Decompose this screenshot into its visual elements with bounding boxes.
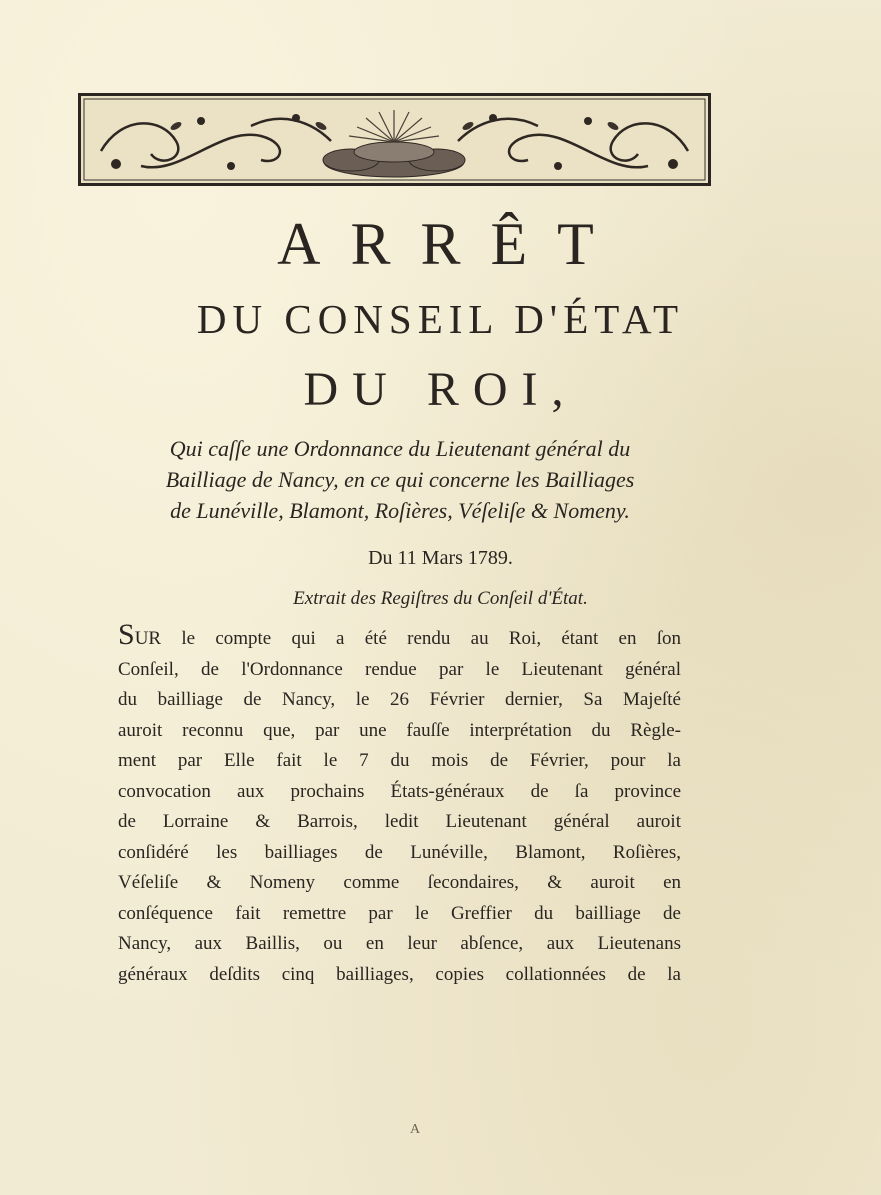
extract-heading: Extrait des Regiſtres du Conſeil d'État. [293, 588, 588, 609]
title-arret: ARRÊT [277, 211, 624, 277]
drop-cap: S [118, 618, 135, 651]
body-line: de Lorraine & Barrois, ledit Lieutenant général auroit [118, 811, 681, 832]
body-line: convocation aux prochains États-généraux de ſa province [118, 780, 681, 802]
headpiece-ornament-icon [78, 93, 711, 186]
first-line-text: UR le compte qui a été rendu au Roi, étant en ſon [134, 628, 681, 649]
body-text [118, 618, 681, 990]
ornament-svg [81, 96, 708, 183]
title-du-roi: DU ROI, [303, 363, 578, 416]
subtitle-line: de Lunéville, Blamont, Roſières, Véſeliſe & Nomeny. [170, 498, 630, 523]
body-line: Conſeil, de l'Ordonnance rendue par le Lieutenant général [118, 658, 681, 680]
subtitle-line: Bailliage de Nancy, en ce qui concerne les Bailliages [165, 467, 635, 492]
body-line: conſéquence fait remettre par le Greffier du bailliage de [118, 902, 681, 924]
body-first-line [118, 618, 681, 655]
body-line: Nancy, aux Baillis, ou en leur abſence, aux Lieutenans [118, 933, 681, 954]
subtitle-line: Qui caſſe une Ordonnance du Lieutenant général du [169, 436, 631, 461]
subtitle-block [110, 433, 690, 526]
body-line: conſidéré les bailliages de Lunéville, Blamont, Roſières, [118, 841, 681, 863]
title-conseil-etat: DU CONSEIL D'ÉTAT [196, 296, 685, 342]
body-line: ment par Elle fait le 7 du mois de Février, pour la [118, 750, 681, 771]
body-line: auroit reconnu que, par une fauſſe interprétation du Règle- [118, 719, 681, 741]
body-line: généraux deſdits cinq bailliages, copies collationnées de la [118, 963, 681, 985]
body-line: du bailliage de Nancy, le 26 Février dernier, Sa Majeſté [118, 689, 681, 710]
decree-date: Du 11 Mars 1789. [368, 547, 513, 569]
body-line: Véſeliſe & Nomeny comme ſecondaires, & auroit en [118, 872, 681, 893]
page-signature-mark: A [410, 1122, 421, 1137]
